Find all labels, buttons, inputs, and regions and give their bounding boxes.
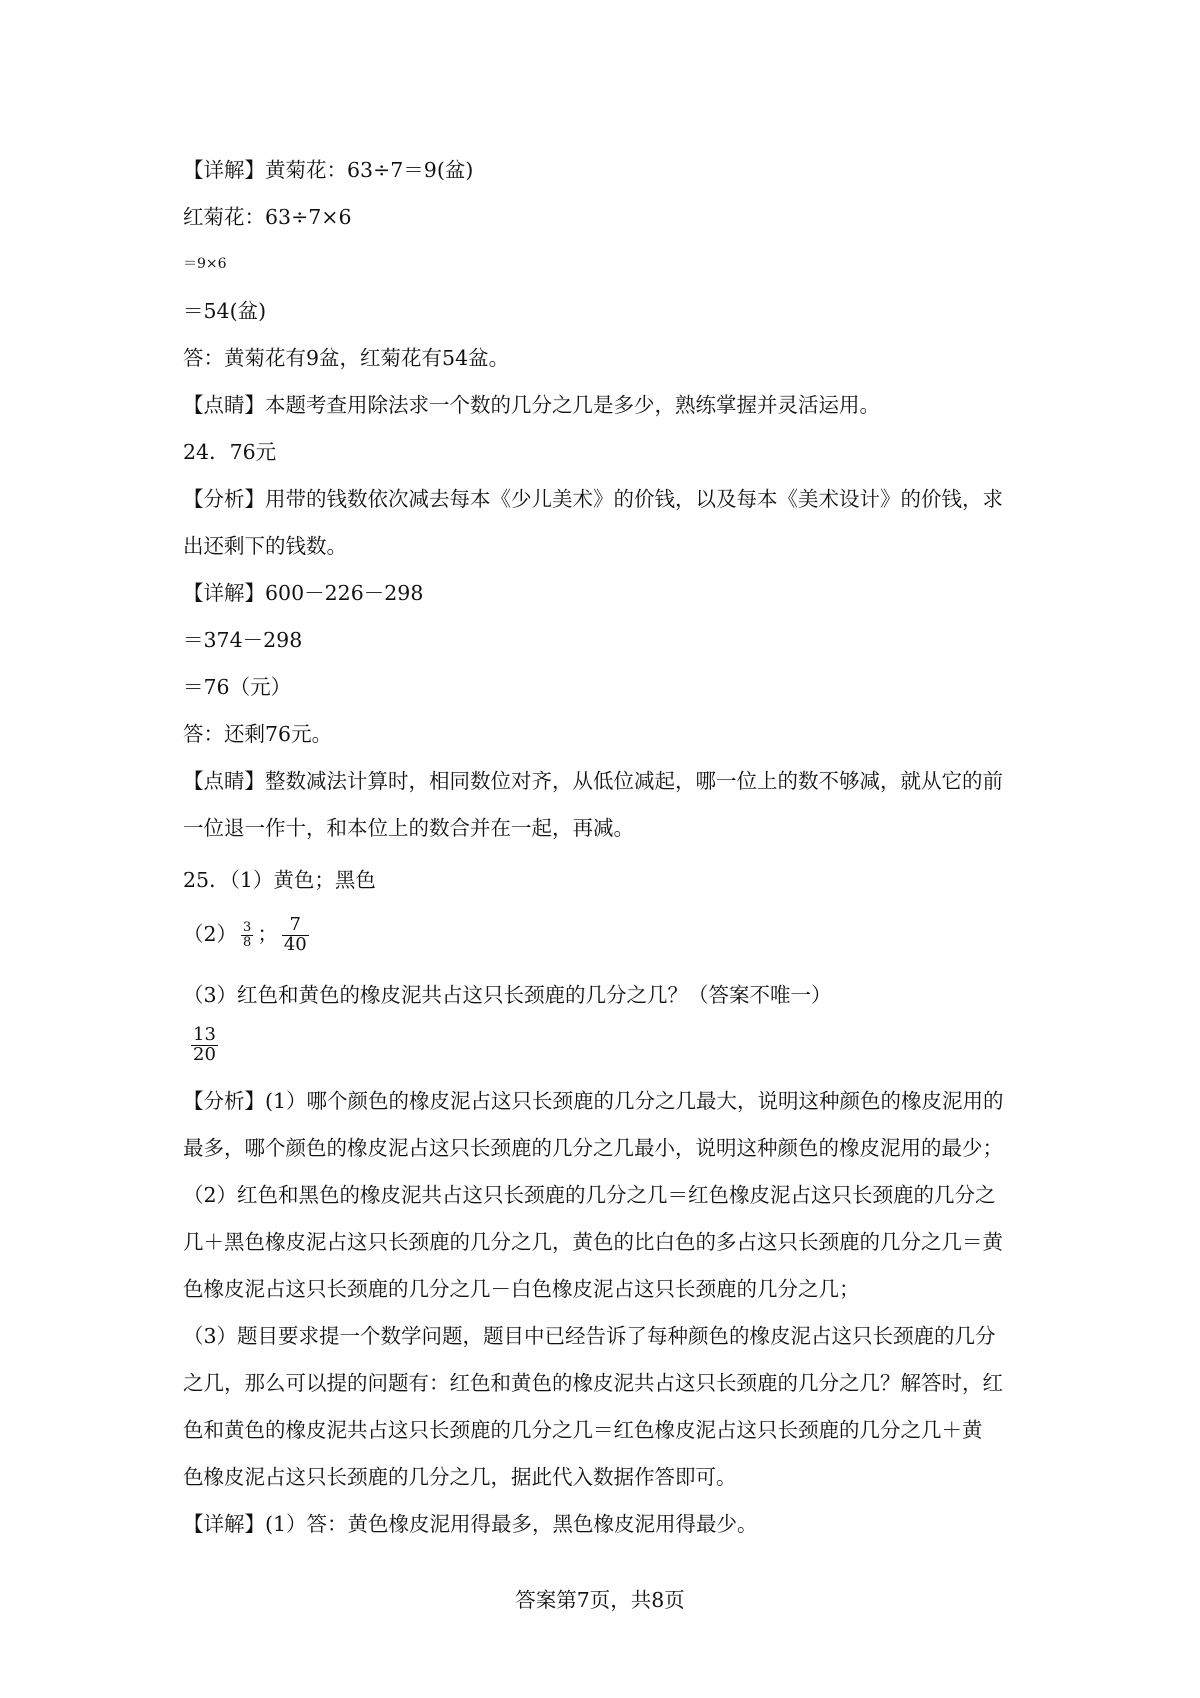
text-line: 【详解】黄菊花：63÷7＝9(盆) <box>183 158 474 182</box>
text-line: ＝9×6 <box>183 256 227 272</box>
analysis-line: （2）红色和黑色的橡皮泥共占这只长颈鹿的几分之几＝红色橡皮泥占这只长颈鹿的几分之 <box>183 1183 996 1207</box>
text-line: 红菊花：63÷7×6 <box>183 205 352 229</box>
answer-line: 答：还剩76元。 <box>183 722 333 746</box>
analysis-line: 最多，哪个颜色的橡皮泥占这只长颈鹿的几分之几最小，说明这种颜色的橡皮泥用的最少； <box>183 1136 1003 1160</box>
numerator: 13 <box>193 1024 216 1046</box>
fraction-answer-line <box>183 912 1030 956</box>
denominator: 40 <box>283 934 307 955</box>
question-line: （3）红色和黄色的橡皮泥共占这只长颈鹿的几分之几？（答案不唯一） <box>183 983 832 1007</box>
numerator: 7 <box>289 914 301 936</box>
text-line: 【详解】600－226－298 <box>183 581 424 605</box>
analysis-line: 色橡皮泥占这只长颈鹿的几分之几－白色橡皮泥占这只长颈鹿的几分之几； <box>183 1277 860 1301</box>
item-label: （2） <box>183 922 238 946</box>
analysis-line: 色和黄色的橡皮泥共占这只长颈鹿的几分之几＝红色橡皮泥占这只长颈鹿的几分之几＋黄 <box>183 1418 983 1442</box>
page-footer: 答案第7页，共8页 <box>515 1588 685 1612</box>
analysis-line: 色橡皮泥占这只长颈鹿的几分之几，据此代入数据作答即可。 <box>183 1465 737 1489</box>
solution-line: 【详解】(1）答：黄色橡皮泥用得最多，黑色橡皮泥用得最少。 <box>183 1512 758 1536</box>
analysis-line: 出还剩下的钱数。 <box>183 534 347 558</box>
analysis-line: 【分析】(1）哪个颜色的橡皮泥占这只长颈鹿的几分之几最大，说明这种颜色的橡皮泥用的 <box>183 1089 1004 1113</box>
fraction <box>241 921 253 949</box>
fraction <box>282 916 309 955</box>
comment-line: 【点睛】整数减法计算时，相同数位对齐，从低位减起，哪一位上的数不够减，就从它的前 <box>183 769 1003 793</box>
separator: ； <box>257 922 278 946</box>
denominator: 8 <box>243 935 252 950</box>
analysis-line: 之几，那么可以提的问题有：红色和黄色的橡皮泥共占这只长颈鹿的几分之几？解答时，红 <box>183 1371 1003 1395</box>
question-number: 25．（1）黄色；黑色 <box>183 868 376 892</box>
denominator: 20 <box>193 1044 216 1065</box>
analysis-line: 几＋黑色橡皮泥占这只长颈鹿的几分之几，黄色的比白色的多占这只长颈鹿的几分之几＝黄 <box>183 1230 1003 1254</box>
analysis-line: （3）题目要求提一个数学问题，题目中已经告诉了每种颜色的橡皮泥占这只长颈鹿的几分 <box>183 1324 996 1348</box>
text-line: ＝374－298 <box>183 628 303 652</box>
numerator: 3 <box>243 920 252 936</box>
text-line: ＝54(盆) <box>183 299 267 323</box>
comment-line: 【点睛】本题考查用除法求一个数的几分之几是多少，熟练掌握并灵活运用。 <box>183 393 880 417</box>
text-line: ＝76（元） <box>183 675 292 699</box>
comment-line: 一位退一作十，和本位上的数合并在一起，再减。 <box>183 816 634 840</box>
fraction-answer-line <box>183 1020 1030 1068</box>
question-number: 24．76元 <box>183 440 277 464</box>
fraction <box>191 1026 218 1065</box>
answer-line: 答：黄菊花有9盆，红菊花有54盆。 <box>183 346 510 370</box>
analysis-line: 【分析】用带的钱数依次减去每本《少儿美术》的价钱，以及每本《美术设计》的价钱，求 <box>183 487 1003 511</box>
